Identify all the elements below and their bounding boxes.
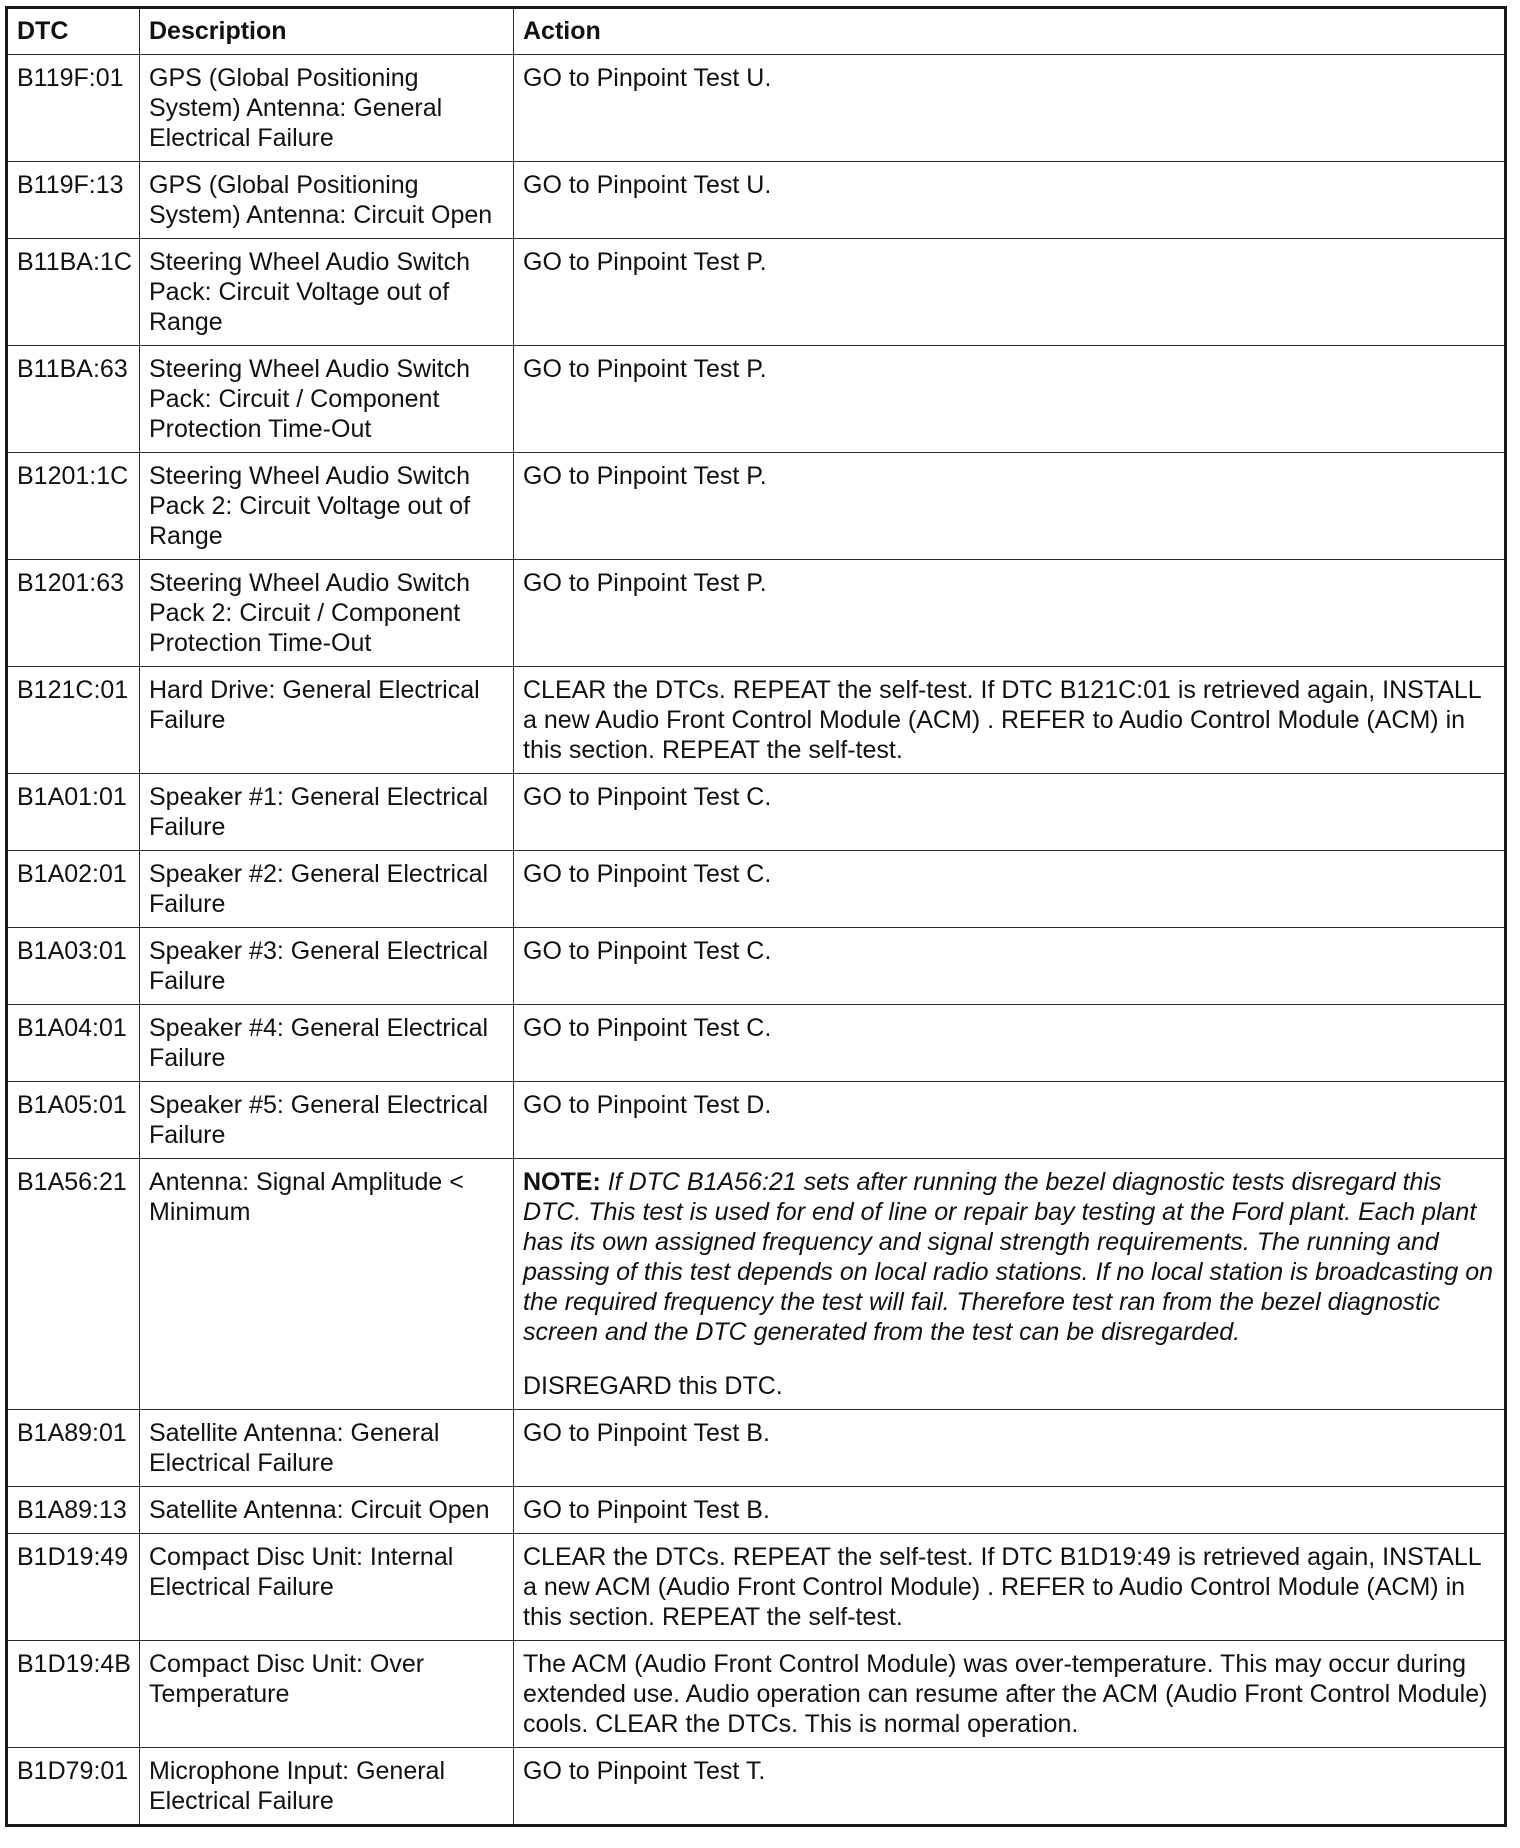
header-action: Action: [514, 8, 1506, 55]
dtc-description: Antenna: Signal Amplitude < Minimum: [140, 1159, 514, 1410]
dtc-code: B11BA:63: [7, 346, 140, 453]
dtc-code: B1201:63: [7, 560, 140, 667]
note-label: NOTE:: [523, 1168, 601, 1196]
dtc-code: B1201:1C: [7, 453, 140, 560]
dtc-action: GO to Pinpoint Test T.: [514, 1748, 1506, 1826]
table-header-row: [7, 8, 1506, 55]
dtc-description: GPS (Global Positioning System) Antenna: Circuit Open: [140, 162, 514, 239]
dtc-description: GPS (Global Positioning System) Antenna: General Electrical Failure: [140, 55, 514, 162]
table-row: [7, 1487, 1506, 1534]
dtc-action: GO to Pinpoint Test C.: [514, 851, 1506, 928]
table-row: [7, 453, 1506, 560]
dtc-description: Hard Drive: General Electrical Failure: [140, 667, 514, 774]
dtc-code: B1A89:13: [7, 1487, 140, 1534]
dtc-description: Steering Wheel Audio Switch Pack: Circuit Voltage out of Range: [140, 239, 514, 346]
dtc-document: [5, 6, 1504, 1827]
dtc-action: GO to Pinpoint Test C.: [514, 774, 1506, 851]
table-row: [7, 1641, 1506, 1748]
dtc-code: B1D19:49: [7, 1534, 140, 1641]
table-row: [7, 1410, 1506, 1487]
table-row: [7, 774, 1506, 851]
dtc-description: Speaker #5: General Electrical Failure: [140, 1082, 514, 1159]
table-row: [7, 55, 1506, 162]
dtc-action: GO to Pinpoint Test C.: [514, 1005, 1506, 1082]
dtc-action: GO to Pinpoint Test B.: [514, 1410, 1506, 1487]
dtc-code: B1A02:01: [7, 851, 140, 928]
dtc-action: [514, 1159, 1506, 1410]
dtc-code: B119F:13: [7, 162, 140, 239]
table-row: [7, 560, 1506, 667]
dtc-action: GO to Pinpoint Test P.: [514, 560, 1506, 667]
table-row: [7, 346, 1506, 453]
note-text: If DTC B1A56:21 sets after running the bezel diagnostic tests disregard this DTC. This test is used for end of line or repair bay testing at the Ford plant. Each plant has its own assigned frequency and signal strength requirements. The running and passing of this test depends on local radio stations. If no local station is broadcasting on the required frequency the test will fail. Therefore test ran from the bezel diagnostic screen and the DTC generated from the test can be disregarded.: [523, 1168, 1494, 1346]
dtc-code: B1D79:01: [7, 1748, 140, 1826]
table-row: [7, 1534, 1506, 1641]
note-paragraph: [523, 1167, 1496, 1347]
table-row: [7, 928, 1506, 1005]
header-description: Description: [140, 8, 514, 55]
dtc-action: GO to Pinpoint Test U.: [514, 55, 1506, 162]
table-row: [7, 1005, 1506, 1082]
table-row: [7, 667, 1506, 774]
dtc-code: B1A03:01: [7, 928, 140, 1005]
dtc-table: [5, 6, 1507, 1827]
dtc-code: B1A01:01: [7, 774, 140, 851]
table-row: [7, 1082, 1506, 1159]
dtc-description: Speaker #4: General Electrical Failure: [140, 1005, 514, 1082]
dtc-code: B119F:01: [7, 55, 140, 162]
dtc-action: GO to Pinpoint Test P.: [514, 239, 1506, 346]
dtc-code: B1A56:21: [7, 1159, 140, 1410]
dtc-description: Speaker #2: General Electrical Failure: [140, 851, 514, 928]
dtc-code: B1A05:01: [7, 1082, 140, 1159]
dtc-description: Steering Wheel Audio Switch Pack 2: Circuit Voltage out of Range: [140, 453, 514, 560]
dtc-description: Compact Disc Unit: Over Temperature: [140, 1641, 514, 1748]
table-row: [7, 851, 1506, 928]
dtc-code: B1D19:4B: [7, 1641, 140, 1748]
dtc-code: B121C:01: [7, 667, 140, 774]
table-row: [7, 1748, 1506, 1826]
table-row: [7, 1159, 1506, 1410]
dtc-action: CLEAR the DTCs. REPEAT the self-test. If DTC B121C:01 is retrieved again, INSTALL a new Audio Front Control Module (ACM) . REFER to Audio Control Module (ACM) in this section. REPEAT the self-test.: [514, 667, 1506, 774]
dtc-description: Speaker #1: General Electrical Failure: [140, 774, 514, 851]
dtc-description: Satellite Antenna: General Electrical Failure: [140, 1410, 514, 1487]
dtc-action: GO to Pinpoint Test B.: [514, 1487, 1506, 1534]
action-paragraph: DISREGARD this DTC.: [523, 1372, 783, 1400]
dtc-action: GO to Pinpoint Test U.: [514, 162, 1506, 239]
dtc-description: Satellite Antenna: Circuit Open: [140, 1487, 514, 1534]
dtc-code: B1A04:01: [7, 1005, 140, 1082]
dtc-code: B11BA:1C: [7, 239, 140, 346]
dtc-description: Steering Wheel Audio Switch Pack 2: Circuit / Component Protection Time-Out: [140, 560, 514, 667]
dtc-description: Speaker #3: General Electrical Failure: [140, 928, 514, 1005]
dtc-action: GO to Pinpoint Test D.: [514, 1082, 1506, 1159]
dtc-action: CLEAR the DTCs. REPEAT the self-test. If DTC B1D19:49 is retrieved again, INSTALL a new ACM (Audio Front Control Module) . REFER to Audio Control Module (ACM) in this section. REPEAT the self-test.: [514, 1534, 1506, 1641]
table-row: [7, 162, 1506, 239]
dtc-action: GO to Pinpoint Test C.: [514, 928, 1506, 1005]
dtc-action: The ACM (Audio Front Control Module) was over-temperature. This may occur during extended use. Audio operation can resume after the ACM (Audio Front Control Module) cools. CLEAR the DTCs. This is normal operation.: [514, 1641, 1506, 1748]
dtc-action: GO to Pinpoint Test P.: [514, 453, 1506, 560]
dtc-description: Microphone Input: General Electrical Failure: [140, 1748, 514, 1826]
dtc-description: Steering Wheel Audio Switch Pack: Circuit / Component Protection Time-Out: [140, 346, 514, 453]
dtc-action: GO to Pinpoint Test P.: [514, 346, 1506, 453]
dtc-description: Compact Disc Unit: Internal Electrical Failure: [140, 1534, 514, 1641]
table-row: [7, 239, 1506, 346]
header-dtc: DTC: [7, 8, 140, 55]
dtc-code: B1A89:01: [7, 1410, 140, 1487]
